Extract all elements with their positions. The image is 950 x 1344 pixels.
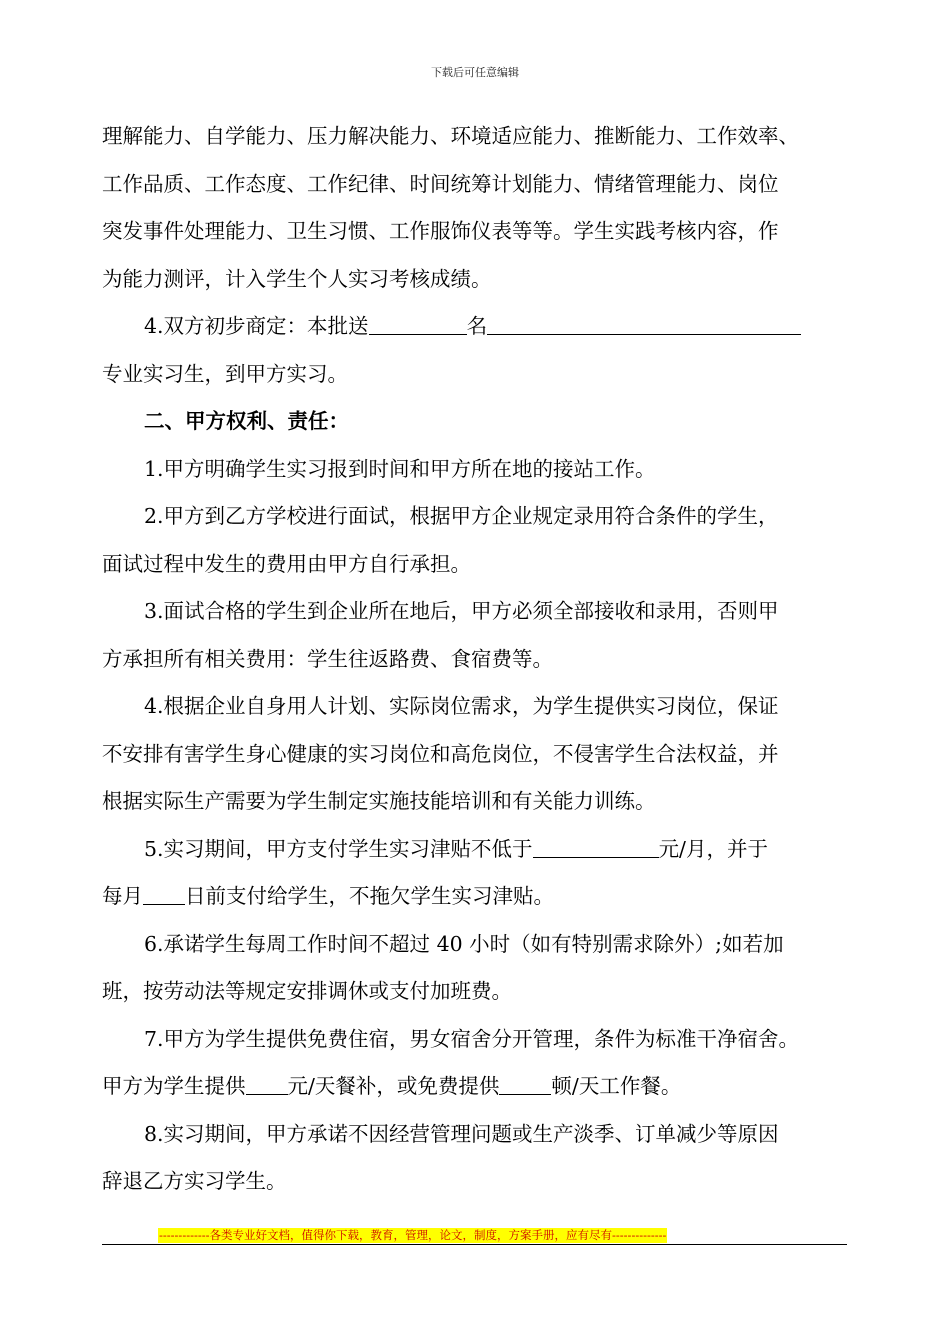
document-body [102, 113, 862, 1206]
item-4-line: 根据实际生产需要为学生制定实施技能培训和有关能力训练。 [102, 789, 656, 813]
item-5-text-b: 元/月，并于 [658, 836, 768, 861]
item-1: 1.甲方明确学生实习报到时间和甲方所在地的接站工作。 [144, 456, 656, 481]
item-5-line [102, 826, 862, 874]
footer-divider [102, 1244, 847, 1245]
item-7-text-c: 顿/天工作餐。 [551, 1074, 682, 1098]
item-8-line: 辞退乙方实习学生。 [102, 1169, 287, 1193]
paragraph-line: 专业实习生，到甲方实习。 [102, 361, 348, 386]
item-7-line [102, 1063, 862, 1111]
item-5-text-d: 日前支付给学生，不拖欠学生实习津贴。 [185, 884, 554, 908]
clause-4-line [102, 303, 862, 351]
paragraph-line: 为能力测评，计入学生个人实习考核成绩。 [102, 266, 492, 291]
student-count-blank[interactable] [369, 314, 467, 335]
item-4-line: 4.根据企业自身用人计划、实际岗位需求，为学生提供实习岗位，保证 [144, 694, 779, 718]
paragraph-line: 突发事件处理能力、卫生习惯、工作服饰仪表等等。学生实践考核内容，作 [102, 219, 779, 243]
item-2-line: 面试过程中发生的费用由甲方自行承担。 [102, 551, 471, 576]
item-7-text-b: 元/天餐补，或免费提供 [287, 1074, 500, 1098]
item-3-line: 3.面试合格的学生到企业所在地后，甲方必须全部接收和录用，否则甲 [144, 599, 779, 623]
item-5-text-a: 5.实习期间，甲方支付学生实习津贴不低于 [144, 836, 533, 861]
item-8-line: 8.实习期间，甲方承诺不因经营管理问题或生产淡季、订单减少等原因 [144, 1121, 779, 1146]
allowance-amount-blank[interactable] [533, 837, 659, 858]
item-7-line: 7.甲方为学生提供免费住宿，男女宿舍分开管理，条件为标准干净宿舍。 [144, 1026, 800, 1051]
section-title: 二、甲方权利、责任： [144, 409, 349, 433]
item-6-line: 班，按劳动法等规定安排调休或支付加班费。 [102, 979, 512, 1003]
item-2-line: 2.甲方到乙方学校进行面试，根据甲方企业规定录用符合条件的学生， [144, 504, 779, 528]
paragraph-line: 理解能力、自学能力、压力解决能力、环境适应能力、推断能力、工作效率、 [102, 124, 799, 148]
meal-allowance-blank[interactable] [246, 1074, 288, 1095]
item-3-line: 方承担所有相关费用：学生往返路费、食宿费等。 [102, 646, 553, 671]
item-5-text-c: 每月 [102, 884, 143, 908]
paragraph-line: 工作品质、工作态度、工作纪律、时间统筹计划能力、情绪管理能力、岗位 [102, 171, 779, 196]
footer-banner: -------------各类专业好文档，值得你下载，教育，管理，论文，制度，方案手册，应有尽有-------------- [159, 1228, 667, 1242]
clause-4-text-b: 名 [466, 314, 488, 338]
item-6-line: 6.承诺学生每周工作时间不超过 40 小时（如有特别需求除外）;如若加 [144, 931, 784, 956]
item-4-line: 不安排有害学生身心健康的实习岗位和高危岗位，不侵害学生合法权益，并 [102, 741, 779, 766]
item-7-text-a: 甲方为学生提供 [102, 1074, 246, 1098]
clause-4-text-a: 4.双方初步商定：本批送 [144, 314, 369, 338]
page-header: 下载后可任意编辑 [431, 66, 519, 79]
pay-day-blank[interactable] [143, 884, 185, 905]
major-name-blank[interactable] [487, 314, 801, 335]
meals-per-day-blank[interactable] [499, 1074, 551, 1095]
item-5-line [102, 873, 862, 921]
